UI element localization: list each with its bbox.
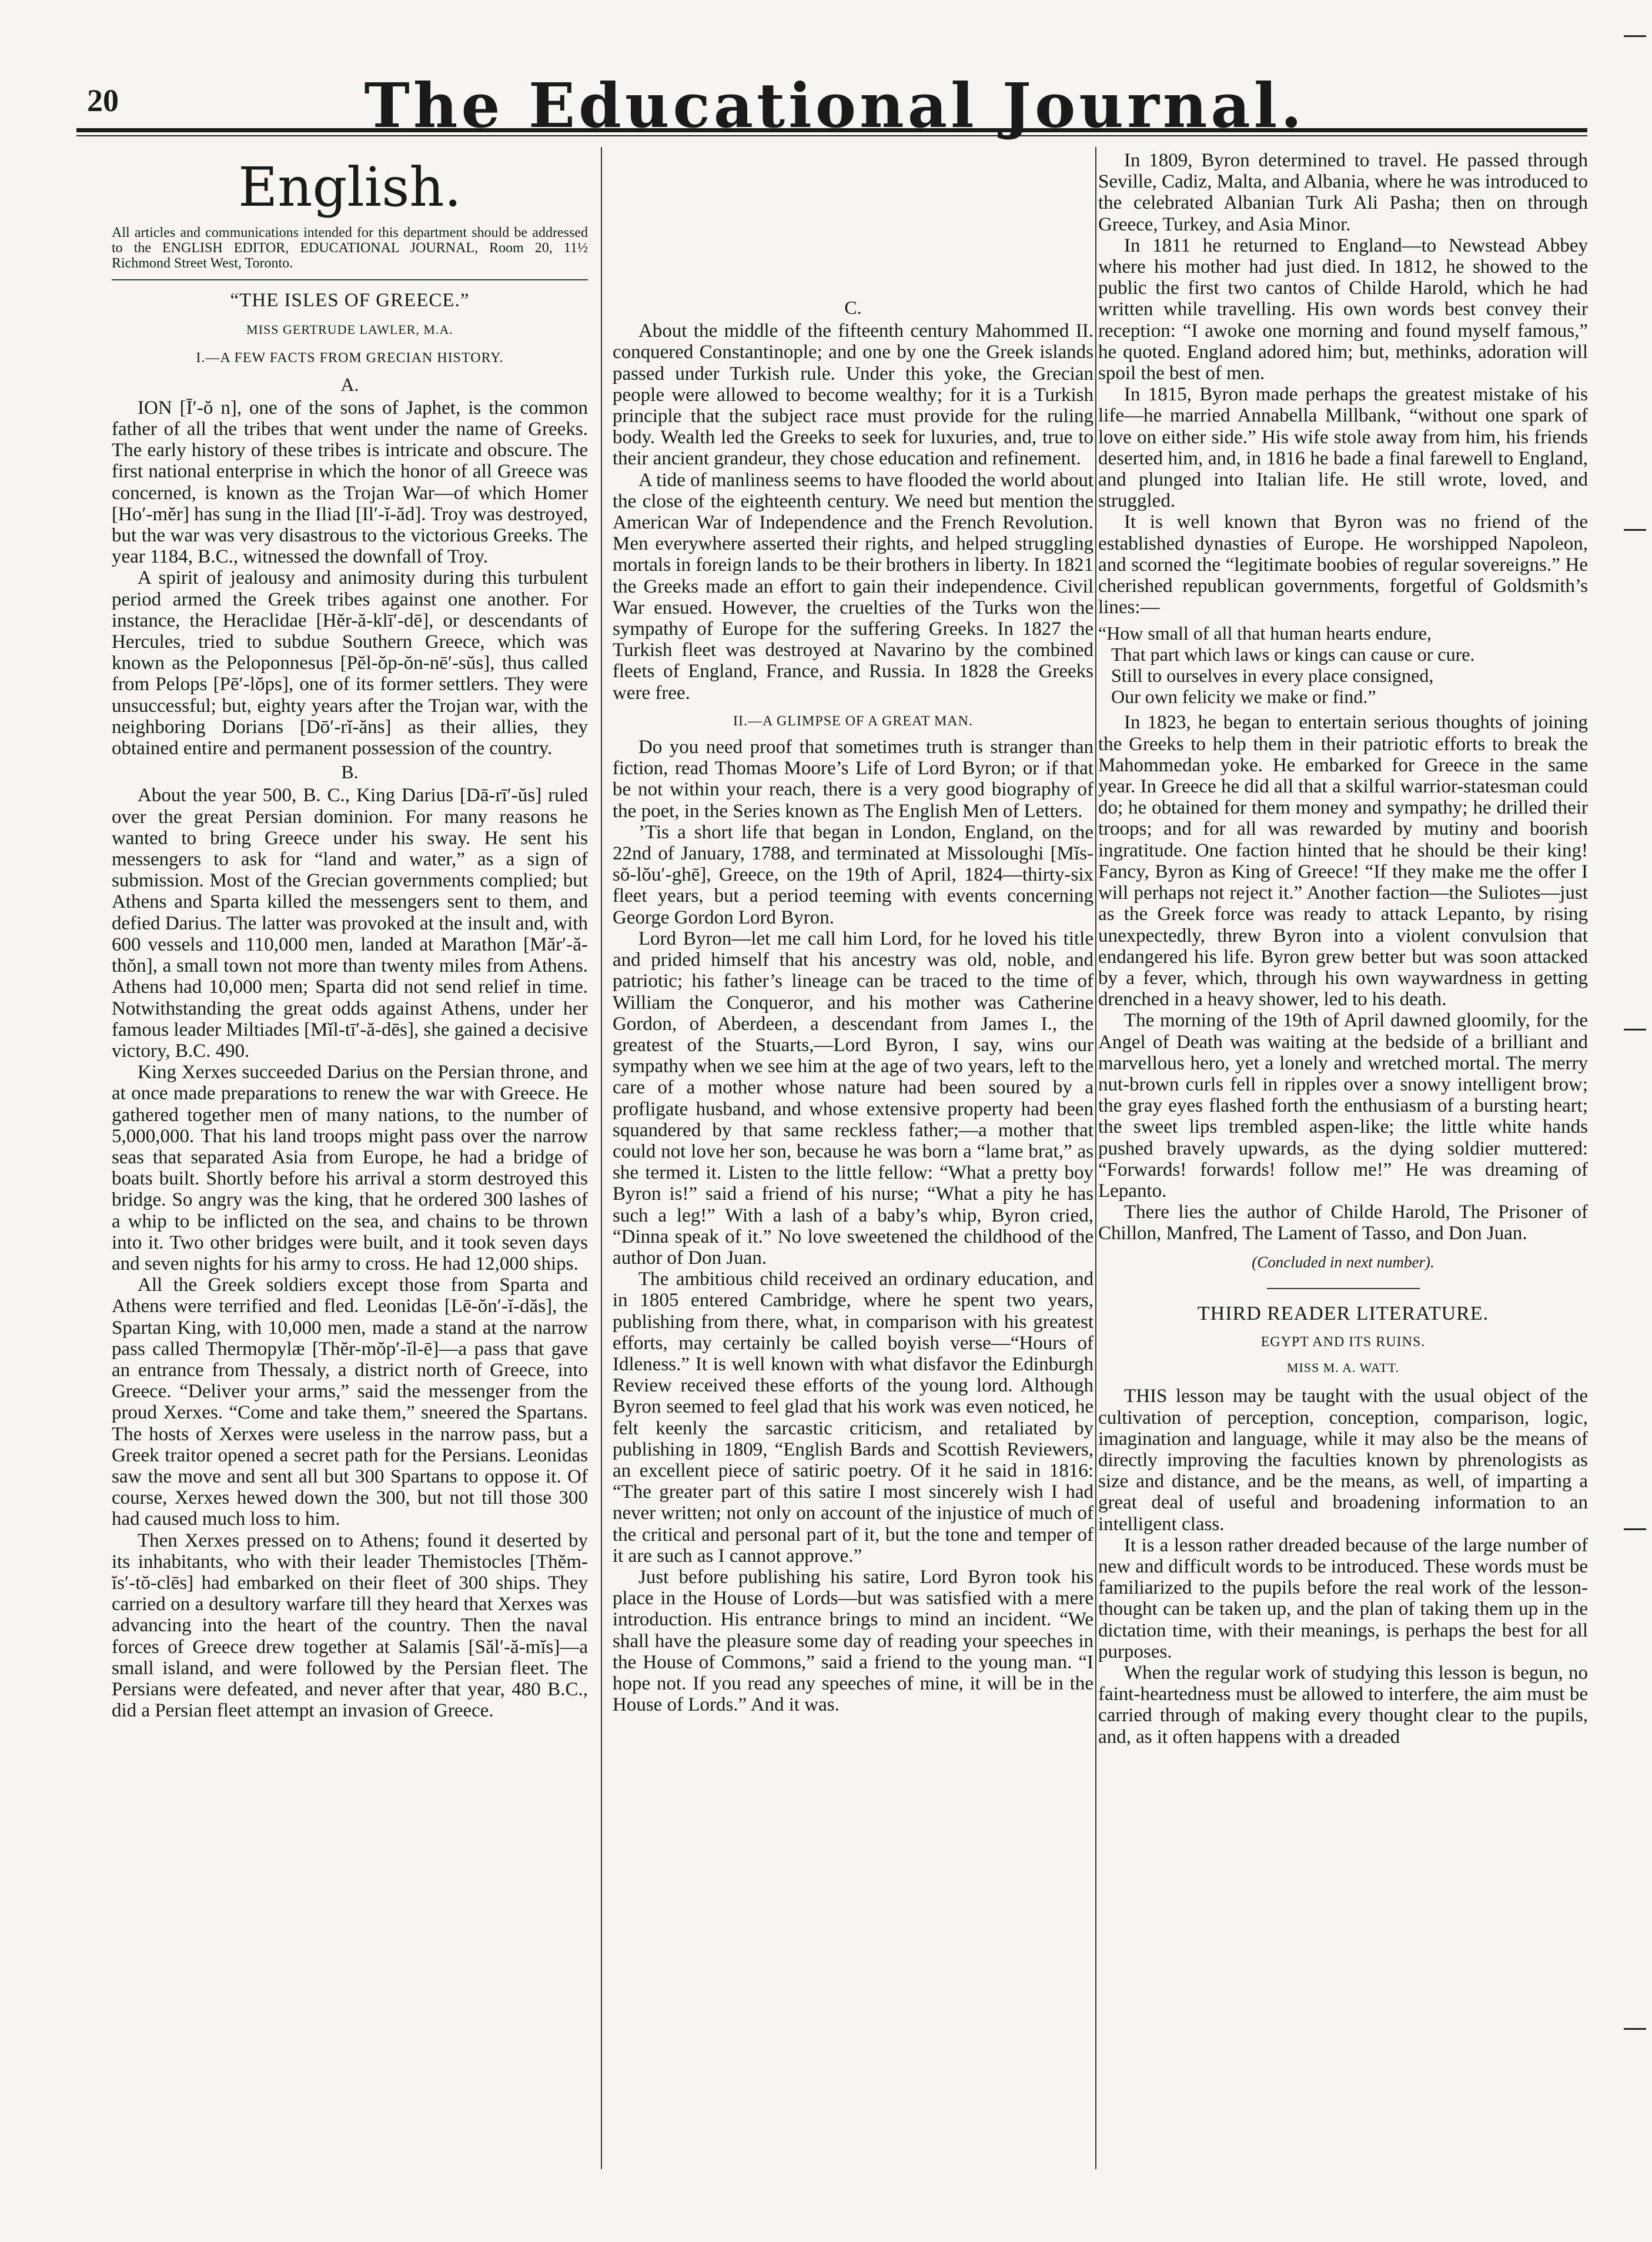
poem-line: That part which laws or kings can cause or cure. bbox=[1111, 644, 1475, 665]
paragraph: King Xerxes succeeded Darius on the Persian throne, and at once made preparations to renew the war with Greece. He gathered together men of many nations, to the number of 5,000,000. That his land troops might pass over the narrow seas that separated Asia from Europe, he had a bridge of boats built. Shortly before his arrival a storm destroyed this bridge. So angry was the king, that he ordered 300 lashes of a whip to be inflicted on the sea, and chains to be thrown into it. Two other bridges were built, and it took seven days and seven nights for his army to cross. He had 12,000 ships. bbox=[112, 1062, 588, 1274]
subsection-letter: B. bbox=[341, 761, 359, 783]
paragraph: About the middle of the fifteenth century Mahommed II. conquered Constantinople; and one by one the Greek islands passed under Turkish rule. Under this yoke, the Grecian people were allowed to become wealthy; for it is a Turkish principle that the subject race must provide for the ruling body. Wealth led the Greeks to seek for luxuries, and, true to their ancient grandeur, they chose education and refinement. bbox=[613, 320, 1093, 470]
paragraph: Just before publishing his satire, Lord Byron took his place in the House of Lords—but was satisfied with a mere introduction. His entrance brings to mind an incident. “We shall have the pleasure some day of reading your speeches in the House of Commons,” said a friend to the young man. “I hope not. If you read any speeches of mine, it will be in the House of Lords.” And it was. bbox=[613, 1566, 1093, 1716]
article-byline: MISS M. A. WATT. bbox=[1286, 1360, 1400, 1376]
paragraph: A tide of manliness seems to have flooded the world about the close of the eighteenth century. We need but mention the American War of Independence and the French Revolution. Men everywhere asserted their rights, and helped struggling mortals in foreign lands to be their brothers in liberty. In 1821 the Greeks made an effort to gain their independence. Civil War ensued. However, the cruelties of the Turks won the sympathy of Europe for the suffering Greeks. In 1827 the Turkish fleet was destroyed at Navarino by the combined fleets of England, France, and Russia. In 1828 the Greeks were free. bbox=[613, 469, 1093, 704]
paragraph: Do you need proof that sometimes truth is stranger than fiction, read Thomas Moore’s Life of Lord Byron; or if that be not within your reach, there is a very good biography of the poet, in the Series known as The English Men of Letters. bbox=[613, 737, 1093, 822]
paragraph: The morning of the 19th of April dawned gloomily, for the Angel of Death was waiting at the bedside of a brilliant and marvellous hero, yet a lonely and wretched mortal. The merry nut-brown curls fell in ripples over a snowy intelligent brow; the gray eyes flashed forth the enthusiasm of a bursting heart; the sweet lips trembled aspen-like; the little white hands pushed bravely upwards, as the dying soldier muttered: “Forwards! forwards! follow me!” He was dreaming of Lepanto. bbox=[1098, 1010, 1588, 1202]
article-subtitle: EGYPT AND ITS RUINS. bbox=[1260, 1334, 1426, 1350]
paragraph: Lord Byron—let me call him Lord, for he loved his title and prided himself that his ancestry was old, noble, and patriotic; his father’s lineage can be traced to the time of William the Conqueror, and his mother was Catherine Gordon, of Aberdeen, a descendant from James I., the greatest of the Stuarts,—Lord Byron, I say, wins our sympathy when we see him at the age of two years, left to the care of a mother whose nature had been soured by a profligate husband, and whose extensive property had been squandered by that same reckless father;—a mother that could not love her son, because he was born a “lame brat,” as she termed it. Listen to the little fellow: “What a pretty boy Byron is!” said a friend of his nurse; “What a pity he has such a leg!” With a lash of a baby’s whip, Byron cried, “Dinna speak of it.” No love sweetened the childhood of the author of Don Juan. bbox=[613, 928, 1093, 1269]
paragraph: It is well known that Byron was no friend of the established dynasties of Europe. He worshipped Napoleon, and scorned the “legitimate boobies of regular sovereigns.” He cherished republican governments, forgetful of Goldsmith’s lines:— bbox=[1098, 511, 1588, 618]
journal-title: The Educational Journal. bbox=[364, 69, 1306, 142]
paragraph: ION [Ī′-ŏ n], one of the sons of Japhet, is the common father of all the tribes that went under the name of Greeks. The early history of these tribes is intricate and obscure. The first national enterprise in which the honor of all Greece was concerned, is known as the Trojan War—of which Homer [Ho′-mĕr] has sung in the Iliad [Il′-ĭ-ăd]. Troy was destroyed, but the war was very disastrous to the victorious Greeks. The year 1184, B.C., witnessed the downfall of Troy. bbox=[112, 397, 588, 568]
article-title: “THE ISLES OF GREECE.” bbox=[230, 290, 470, 311]
paragraph: A spirit of jealousy and animosity during this turbulent period armed the Greek tribes against one another. For instance, the Heraclidae [Hĕr-ă-klī′-dē], or descendants of Hercules, tried to subdue Southern Greece, which was known as the Peloponnesus [Pĕl-ŏp-ŏn-nē′-sŭs], thus called from Pelops [Pē′-lŏps], one of its former settlers. They were unsuccessful; but, eighty years after the Trojan war, with the neighboring Dorians [Dō′-rĭ-ăns] as their allies, they obtained entire and permanent possession of the country. bbox=[112, 567, 588, 759]
page-number: 20 bbox=[87, 83, 119, 118]
part-heading: I.—A FEW FACTS FROM GRECIAN HISTORY. bbox=[196, 350, 504, 366]
paragraph: About the year 500, B. C., King Darius [Dā-rī′-ŭs] ruled over the great Persian dominion. For many reasons he wanted to bring Greece under his sway. He sent his messengers to ask for “land and water,” as a sign of submission. Most of the Grecian governments complied; but Athens and Sparta killed the messengers sent to them, and defied Darius. The latter was provoked at the insult and, with 600 vessels and 110,000 men, landed at Marathon [Măr′-ă-thŏn], a small town not more than twenty miles from Athens. Athens had 10,000 men; Sparta did not send relief in time. Notwithstanding the great odds against Athens, under her famous leader Miltiades [Mĭl-tī′-ă-dēs], she gained a decisive victory, B.C. 490. bbox=[112, 785, 588, 1062]
article-title: THIRD READER LITERATURE. bbox=[1197, 1302, 1489, 1324]
column-divider bbox=[1095, 147, 1096, 2169]
paragraph: All the Greek soldiers except those from Sparta and Athens were terrified and fled. Leonidas [Lē-ŏn′-ĭ-dăs], the Spartan King, with 10,000 men, made a stand at the narrow pass called Thermopylæ [Thĕr-mŏp′-ĭl-ē]—a pass that gave an entrance from Thessaly, a district north of Greece, into Greece. “Deliver your arms,” said the messenger from the proud Xerxes. “Come and take them,” sneered the Spartans. The hosts of Xerxes were useless in the narrow pass, but a Greek traitor opened a secret path for the Persians. Leonidas saw the move and sent all but 300 Spartans to oppose it. Of course, Xerxes hewed down the 300, but not till those 300 had caused much loss to him. bbox=[112, 1274, 588, 1530]
paragraph: Then Xerxes pressed on to Athens; found it deserted by its inhabitants, who with their leader Themistocles [Thĕm-ĭs′-tŏ-clēs] had embarked on their fleet of 300 ships. They carried on a desultory warfare till they heard that Xerxes was advancing into the heart of the country. Then the naval forces of Greece drew together at Salamis [Săl′-ă-mĭs]—a small island, and were followed by the Persian fleet. The Persians were defeated, and never after that year, 480 B.C., did a Persian fleet attempt an invasion of Greece. bbox=[112, 1530, 588, 1722]
masthead bbox=[71, 69, 1599, 142]
paragraph: When the regular work of studying this lesson is begun, no faint-heartedness must be allowed to interfere, the aim must be carried through of making every thought clear to the pupils, and, as it often happens with a dreaded bbox=[1098, 1662, 1588, 1748]
editor-notice: All articles and communications intended for this department should be addressed to the ENGLISH EDITOR, EDUCATIONAL JOURNAL, Room 20, 11½ Richmond Street West, Toronto. bbox=[112, 225, 588, 280]
paragraph: There lies the author of Childe Harold, The Prisoner of Chillon, Manfred, The Lament of Tasso, and Don Juan. bbox=[1098, 1202, 1588, 1244]
paragraph: ’Tis a short life that began in London, England, on the 22nd of January, 1788, and terminated at Missoloughi [Mĭs-sŏ-lŏu′-ghē], Greece, on the 19th of April, 1824—thirty-six fleet years, but a period teeming with events concerning George Gordon Lord Byron. bbox=[613, 821, 1093, 928]
subsection-letter: C. bbox=[844, 297, 862, 318]
paragraph: In 1811 he returned to England—to Newstead Abbey where his mother had just died. In 1812, he showed to the public the first two cantos of Childe Harold, which he had written while travelling. His own words best convey their reception: “I awoke one morning and found myself famous,” he quoted. England adored him; but, methinks, adoration will spoil the best of men. bbox=[1098, 235, 1588, 384]
paragraph: In 1823, he began to entertain serious thoughts of joining the Greeks to help them in their patriotic efforts to break the Mahommedan yoke. He embarked for Greece in the same year. In Greece he did all that a skilful warrior-statesman could do; he obtained for them money and sympathy; he drilled their troops; and for all was rewarded by mutiny and boorish ingratitude. One faction hinted that he should be their king! Fancy, Byron as King of Greece! “If they make me the offer I will perhaps not reject it.” Another faction—the Suliotes—just as the Greek force was ready to attack Lepanto, by rising unexpectedly, threw Byron into a violent convulsion that endangered his life. Byron grew better but was soon attacked by a fever, which, through his own waywardness in getting drenched in a heavy shower, led to his death. bbox=[1098, 712, 1588, 1010]
section-title: English. bbox=[238, 156, 462, 219]
poem-line: “How small of all that human hearts endure, bbox=[1098, 623, 1432, 644]
poem-quote bbox=[1098, 623, 1588, 707]
divider bbox=[1267, 1288, 1420, 1289]
masthead-rule bbox=[76, 128, 1587, 136]
part-heading: II.—A GLIMPSE OF A GREAT MAN. bbox=[733, 713, 973, 729]
column-divider bbox=[601, 147, 602, 2169]
column-2 bbox=[613, 150, 1093, 1715]
paragraph: In 1809, Byron determined to travel. He passed through Seville, Cadiz, Malta, and Albania, where he was introduced to the celebrated Albanian Turk Ali Pasha; then on through Greece, Turkey, and Asia Minor. bbox=[1098, 150, 1589, 235]
column-1 bbox=[112, 150, 588, 1721]
subsection-letter: A. bbox=[340, 373, 359, 395]
continuation-note: (Concluded in next number). bbox=[1252, 1253, 1434, 1271]
paragraph: In 1815, Byron made perhaps the greatest mistake of his life—he married Annabella Millbank, “without one spark of love on either side.” His wife stole away from him, his friends deserted him, and, in 1816 he bade a final farewell to England, and plunged into Italian life. He still wrote, loved, and struggled. bbox=[1098, 384, 1588, 512]
poem-line: Still to ourselves in every place consigned, bbox=[1111, 665, 1434, 687]
paragraph: It is a lesson rather dreaded because of the large number of new and difficult words to be introduced. These words must be familiarized to the pupils before the real work of the lesson-thought can be taken up, and the plan of taking them up in the dictation time, with their meanings, is perhaps the best for all purposes. bbox=[1098, 1534, 1588, 1662]
paragraph: The ambitious child received an ordinary education, and in 1805 entered Cambridge, where he spent two years, publishing from there, what, in comparison with his greatest efforts, may certainly be called boyish verse—“Hours of Idleness.” It is well known with what disfavor the Edinburgh Review received these efforts of the young lord. Although Byron seemed to feel glad that his work was even noticed, he felt keenly the sarcastic criticism, and retaliated by publishing in 1809, “English Bards and Scottish Reviewers, an excellent piece of satiric poetry. Of it he said in 1816: “The greater part of this satire I most sincerely wish I had never written; not only on account of the injustice of much of the critical and personal part of it, but the tone and temper of it are such as I cannot approve.” bbox=[613, 1269, 1093, 1567]
paragraph: THIS lesson may be taught with the usual object of the cultivation of perception, conception, comparison, logic, imagination and language, while it may also be the means of directly improving the faculties known by phrenologists as size and distance, and be the means, as well, of imparting a great deal of useful and broadening information to an intelligent class. bbox=[1098, 1386, 1588, 1535]
poem-line: Our own felicity we make or find.” bbox=[1111, 686, 1376, 708]
article-byline: MISS GERTRUDE LAWLER, M.A. bbox=[246, 322, 453, 337]
column-3 bbox=[1098, 150, 1588, 1748]
binding-edge bbox=[1617, 0, 1652, 2242]
